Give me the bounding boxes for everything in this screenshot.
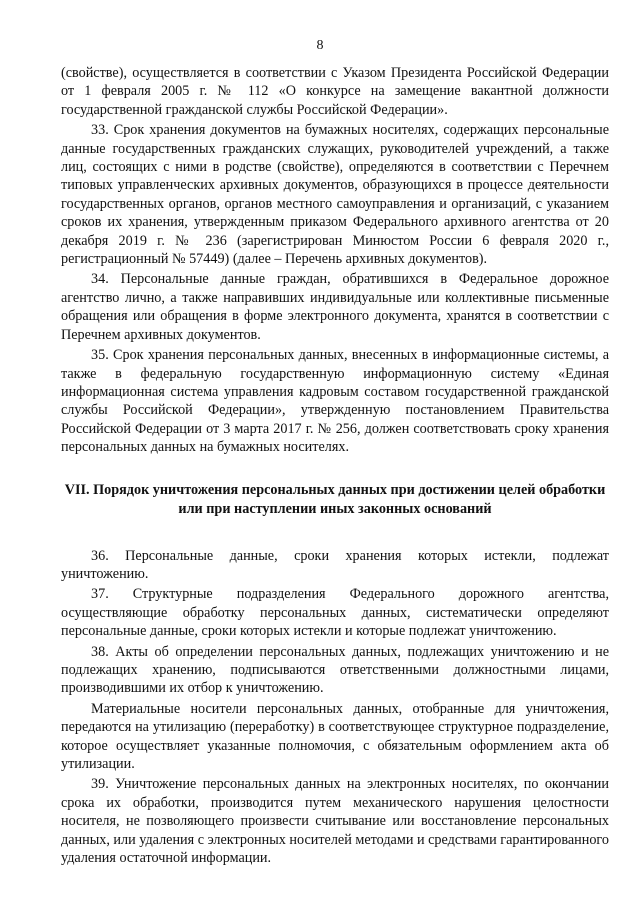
paragraph-37: 37. Структурные подразделения Федерального дорожного агентства, осуществляющие обработку персональных данных, систематически определяют персональные данные, сроки которых истекли и которые подлежат уничтожению. [61, 586, 609, 640]
page-number: 8 [316, 38, 324, 53]
paragraph-36: 36. Персональные данные, сроки хранения которых истекли, подлежат уничтожению. [61, 547, 609, 582]
paragraph-continuation: (свойстве), осуществляется в соответствии с Указом Президента Российской Федерации от 1 февраля 2005 г. № 112 «О конкурсе на замещение вакантной должности государственной гражданской службы Российской Федерации». [61, 65, 609, 118]
paragraph-39: 39. Уничтожение персональных данных на электронных носителях, по окончании срока их обработки, производится путем механического нарушения целостности носителя, не позволяющего произвести считывание или восстановление персональных данных, или удаления с электронных носителей методами и средствами гарантированного удаления остаточной информации. [61, 776, 609, 867]
paragraph-34: 34. Персональные данные граждан, обратившихся в Федеральное дорожное агентство лично, а также направивших индивидуальные или коллективные письменные обращения или обращения в форме электронного документа, хранятся в соответствии с Перечнем архивных документов. [61, 271, 609, 343]
paragraph-38-continuation: Материальные носители персональных данных, отобранные для уничтожения, передаются на утилизацию (переработку) в соответствующее структурное подразделение, которое осуществляет указанные полномочия, с обязательным оформлением акта об утилизации. [61, 700, 609, 772]
paragraph-33: 33. Срок хранения документов на бумажных носителях, содержащих персональные данные государственных гражданских служащих, руководителей учреждений, а также лиц, состоящих с ними в родстве (свойстве), определяются в соответствии с Перечнем типовых управленческих архивных документов, образующихся в процессе деятельности государственных органов, органов местного самоуправления и организаций, с указанием сроков их хранения, утвержденным приказом Федерального архивного агентства от 20 декабря 2019 г. № 236 (зарегистрирован Минюстом России 6 февраля 2020 г., регистрационный № 57449) (далее – Перечень архивных документов). [61, 122, 609, 268]
paragraph-38: 38. Акты об определении персональных данных, подлежащих уничтожению и не подлежащих хранению, подписываются ответственными должностными лицами, производившими их отбор к уничтожению. [61, 643, 609, 697]
section-heading: VII. Порядок уничтожения персональных данных при достижении целей обработки или при наступлении иных законных оснований [64, 481, 606, 517]
document-body [61, 64, 609, 867]
paragraph-35: 35. Срок хранения персональных данных, внесенных в информационные системы, а также в федеральную государственную информационную систему «Единая информационная система управления кадровым составом государственной гражданской службы Российской Федерации», утвержденную постановлением Правительства Российской Федерации от 3 марта 2017 г. № 256, должен соответствовать сроку хранения персональных данных на бумажных носителях. [61, 347, 609, 456]
